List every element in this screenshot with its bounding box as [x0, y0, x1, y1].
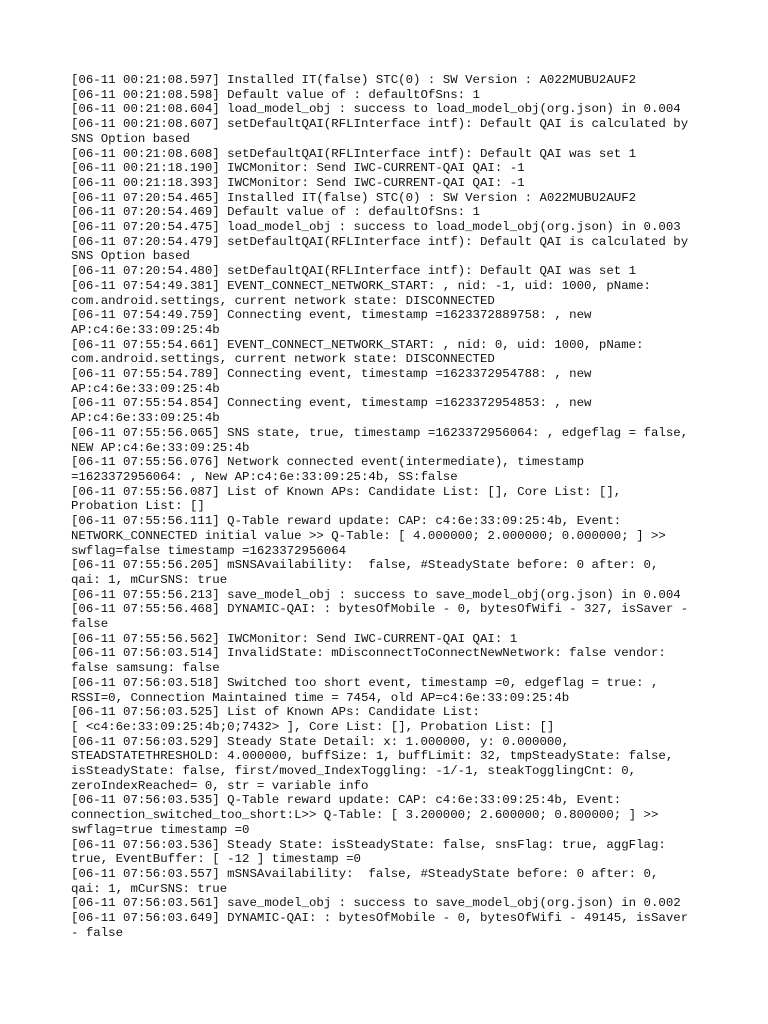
- log-line: false: [71, 617, 109, 632]
- log-line: [06-11 07:20:54.465] Installed IT(false) STC(0) : SW Version : A022MUBU2AUF2: [71, 190, 637, 205]
- log-line: [06-11 07:56:03.529] Steady State Detail: x: 1.000000, y: 0.000000,: [71, 734, 570, 749]
- log-line: [06-11 07:55:56.111] Q-Table reward update: CAP: c4:6e:33:09:25:4b, Event:: [71, 514, 622, 529]
- log-line: =1623372956064: , New AP:c4:6e:33:09:25:4b, SS:false: [71, 469, 458, 484]
- log-line: [06-11 00:21:18.190] IWCMonitor: Send IWC-CURRENT-QAI QAI: -1: [71, 161, 525, 176]
- log-line: [06-11 07:56:03.514] InvalidState: mDisconnectToConnectNewNetwork: false vendor:: [71, 646, 666, 661]
- log-line: [06-11 07:54:49.759] Connecting event, timestamp =1623372889758: , new: [71, 308, 592, 323]
- log-line: [06-11 07:56:03.535] Q-Table reward update: CAP: c4:6e:33:09:25:4b, Event:: [71, 793, 622, 808]
- log-line: connection_switched_too_short:L>> Q-Table: [ 3.200000; 2.600000; 0.800000; ] >>: [71, 808, 659, 823]
- log-line: com.android.settings, current network state: DISCONNECTED: [71, 293, 495, 308]
- log-line: [06-11 07:20:54.469] Default value of : defaultOfSns: 1: [71, 205, 480, 220]
- log-line: true, EventBuffer: [ -12 ] timestamp =0: [71, 852, 361, 867]
- log-line: qai: 1, mCurSNS: true: [71, 881, 228, 896]
- log-line: AP:c4:6e:33:09:25:4b: [71, 381, 220, 396]
- log-line: [06-11 07:55:56.076] Network connected event(intermediate), timestamp: [71, 455, 585, 470]
- log-line: qai: 1, mCurSNS: true: [71, 572, 228, 587]
- log-line: Probation List: []: [71, 499, 205, 514]
- log-line: [06-11 07:54:49.381] EVENT_CONNECT_NETWORK_START: , nid: -1, uid: 1000, pName:: [71, 278, 651, 293]
- log-line: AP:c4:6e:33:09:25:4b: [71, 411, 220, 426]
- log-line: SNS Option based: [71, 249, 190, 264]
- log-line: [06-11 07:55:54.661] EVENT_CONNECT_NETWORK_START: , nid: 0, uid: 1000, pName:: [71, 337, 644, 352]
- log-line: [06-11 07:55:56.065] SNS state, true, timestamp =1623372956064: , edgeflag = false,: [71, 425, 689, 440]
- log-line: RSSI=0, Connection Maintained time = 7454, old AP=c4:6e:33:09:25:4b: [71, 690, 570, 705]
- log-line: [06-11 07:20:54.480] setDefaultQAI(RFLInterface intf): Default QAI was set 1: [71, 264, 637, 279]
- log-line: [06-11 00:21:18.393] IWCMonitor: Send IWC-CURRENT-QAI QAI: -1: [71, 175, 525, 190]
- log-line: [06-11 07:20:54.475] load_model_obj : success to load_model_obj(org.json) in 0.003: [71, 220, 681, 235]
- log-line: [06-11 07:55:56.087] List of Known APs: Candidate List: [], Core List: [],: [71, 484, 622, 499]
- log-line: [06-11 07:55:54.789] Connecting event, timestamp =1623372954788: , new: [71, 367, 592, 382]
- log-line: [06-11 07:20:54.479] setDefaultQAI(RFLInterface intf): Default QAI is calculated by: [71, 234, 689, 249]
- log-line: STEADSTATETHRESHOLD: 4.000000, buffSize: 1, buffLimit: 32, tmpSteadyState: false,: [71, 749, 674, 764]
- log-line: NETWORK_CONNECTED initial value >> Q-Table: [ 4.000000; 2.000000; 0.000000; ] >>: [71, 528, 666, 543]
- log-page: [71, 73, 701, 940]
- log-line: isSteadyState: false, first/moved_IndexToggling: -1/-1, steakTogglingCnt: 0,: [71, 764, 637, 779]
- log-line: [06-11 07:55:54.854] Connecting event, timestamp =1623372954853: , new: [71, 396, 592, 411]
- log-line: [06-11 07:56:03.518] Switched too short event, timestamp =0, edgeflag = true: ,: [71, 675, 659, 690]
- log-line: [06-11 00:21:08.604] load_model_obj : success to load_model_obj(org.json) in 0.004: [71, 102, 681, 117]
- log-line: - false: [71, 925, 124, 940]
- log-line: [06-11 00:21:08.597] Installed IT(false) STC(0) : SW Version : A022MUBU2AUF2: [71, 73, 637, 87]
- log-line: com.android.settings, current network state: DISCONNECTED: [71, 352, 495, 367]
- log-line: [06-11 00:21:08.608] setDefaultQAI(RFLInterface intf): Default QAI was set 1: [71, 146, 637, 161]
- log-line: [06-11 07:55:56.562] IWCMonitor: Send IWC-CURRENT-QAI QAI: 1: [71, 631, 518, 646]
- log-line: [06-11 00:21:08.607] setDefaultQAI(RFLInterface intf): Default QAI is calculated by: [71, 117, 689, 132]
- log-line: swflag=true timestamp =0: [71, 822, 250, 837]
- log-line: [06-11 07:56:03.536] Steady State: isSteadyState: false, snsFlag: true, aggFlag:: [71, 837, 666, 852]
- log-line: [06-11 07:56:03.557] mSNSAvailability: false, #SteadyState before: 0 after: 0,: [71, 866, 659, 881]
- log-line: NEW AP:c4:6e:33:09:25:4b: [71, 440, 250, 455]
- log-line: SNS Option based: [71, 131, 190, 146]
- log-line: swflag=false timestamp =1623372956064: [71, 543, 347, 558]
- log-line: [06-11 07:56:03.649] DYNAMIC-QAI: : bytesOfMobile - 0, bytesOfWifi - 49145, isSaver: [71, 911, 689, 926]
- log-line: [06-11 07:55:56.213] save_model_obj : success to save_model_obj(org.json) in 0.004: [71, 587, 681, 602]
- log-line: [06-11 07:56:03.561] save_model_obj : success to save_model_obj(org.json) in 0.002: [71, 896, 681, 911]
- log-line: [ <c4:6e:33:09:25:4b;0;7432> ], Core List: [], Probation List: []: [71, 719, 555, 734]
- log-line: [06-11 07:56:03.525] List of Known APs: Candidate List:: [71, 705, 480, 720]
- log-line: [06-11 07:55:56.205] mSNSAvailability: false, #SteadyState before: 0 after: 0,: [71, 558, 659, 573]
- log-line: [06-11 00:21:08.598] Default value of : defaultOfSns: 1: [71, 87, 480, 102]
- log-line: [06-11 07:55:56.468] DYNAMIC-QAI: : bytesOfMobile - 0, bytesOfWifi - 327, isSaver -: [71, 602, 689, 617]
- log-line: false samsung: false: [71, 661, 220, 676]
- log-line: zeroIndexReached= 0, str = variable info: [71, 778, 369, 793]
- log-line: AP:c4:6e:33:09:25:4b: [71, 322, 220, 337]
